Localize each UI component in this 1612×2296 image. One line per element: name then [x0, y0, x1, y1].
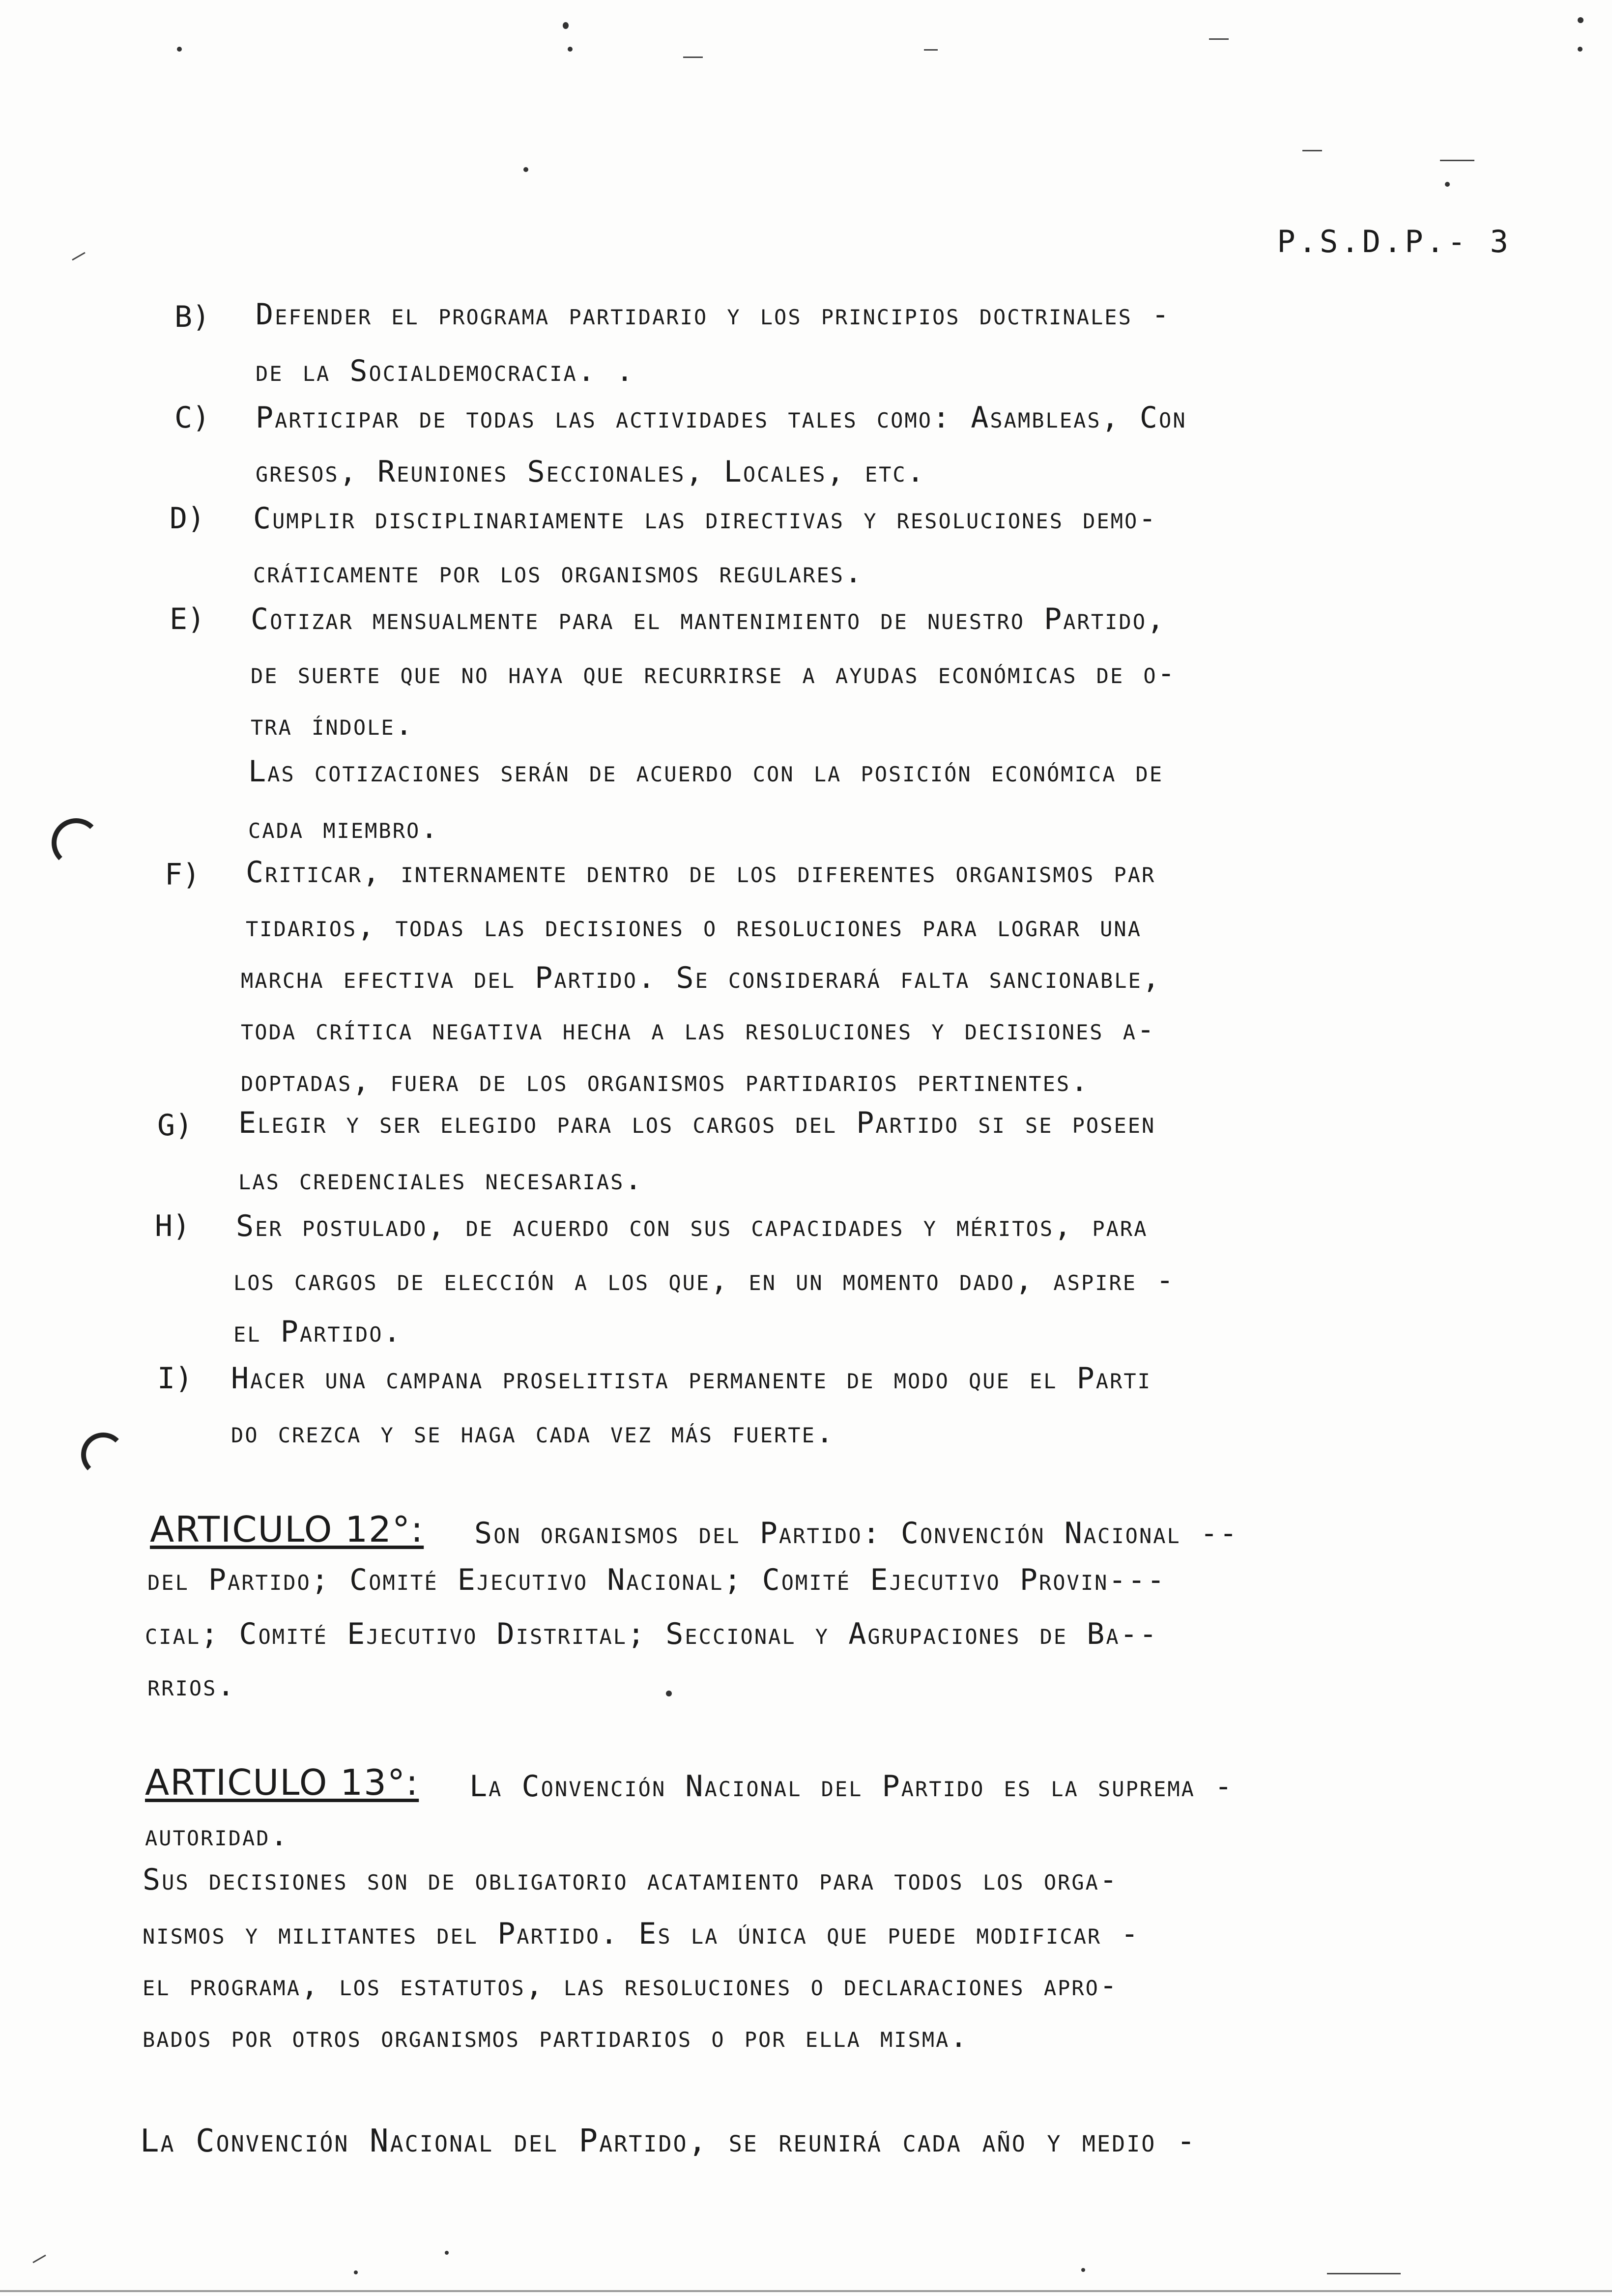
item-label-e: E) [170, 602, 205, 636]
item-d-line-1: Cumplir disciplinariamente las directivas y resoluciones demo- [253, 501, 1158, 536]
article-13-heading: ARTICULO 13°: [145, 1762, 419, 1803]
item-e-line-5: cada miembro. [248, 811, 440, 845]
scan-speck [563, 22, 569, 29]
item-e-line-3: tra índole. [251, 708, 414, 742]
scan-speck [666, 1691, 672, 1696]
scan-mark [1440, 160, 1474, 161]
scan-speck [1578, 47, 1583, 52]
item-label-g: G) [157, 1108, 193, 1143]
article-12-line-4: rrios. [147, 1668, 236, 1703]
item-label-h: H) [155, 1209, 191, 1243]
article-13-line-5: el programa, los estatutos, las resoluciones o declaraciones apro- [143, 1968, 1119, 2003]
item-f-line-2: tidarios, todas las decisiones o resoluciones para lograr una [246, 909, 1142, 944]
scan-mark [1302, 150, 1322, 151]
scan-mark [924, 49, 938, 51]
scan-mark [1209, 38, 1229, 40]
scan-speck [354, 2270, 358, 2274]
item-e-line-4: Las cotizaciones serán de acuerdo con la posición económica de [248, 754, 1164, 789]
article-13-line-4: nismos y militantes del Partido. Es la única que puede modificar - [143, 1917, 1140, 1951]
page-reference: P.S.D.P.- 3 [1277, 224, 1511, 259]
item-e-line-1: Cotizar mensualmente para el mantenimiento de nuestro Partido, [251, 602, 1166, 636]
scan-mark [683, 57, 703, 58]
item-f-line-1: Criticar, internamente dentro de los diferentes organismos par [246, 855, 1156, 890]
article-13-line-1: La Convención Nacional del Partido es la suprema - [469, 1769, 1234, 1804]
scan-speck [1578, 17, 1583, 23]
binder-hole [81, 1433, 125, 1477]
item-i-line-2: do crezca y se haga cada vez más fuerte. [231, 1415, 835, 1450]
item-f-line-4: toda crítica negativa hecha a las resoluciones y decisiones a- [241, 1012, 1156, 1047]
item-b-line-2: de la Socialdemocracia. . [256, 354, 635, 388]
article-12-heading: ARTICULO 12°: [150, 1509, 424, 1550]
item-f-line-5: doptadas, fuera de los organismos partidarios pertinentes. [241, 1064, 1090, 1098]
scan-speck [1081, 2268, 1085, 2272]
article-12-line-3: cial; Comité Ejecutivo Distrital; Seccional y Agrupaciones de Ba-- [145, 1617, 1158, 1651]
item-g-line-2: las credenciales necesarias. [238, 1162, 644, 1197]
item-label-i: I) [157, 1361, 193, 1396]
scan-speck [568, 47, 573, 52]
article-13-line-2: autoridad. [145, 1818, 289, 1853]
item-label-f: F) [165, 858, 201, 892]
scan-mark [32, 2255, 46, 2264]
scan-edge [0, 2290, 1612, 2292]
item-b-line-1: Defender el programa partidario y los principios doctrinales - [256, 297, 1171, 332]
item-h-line-2: los cargos de elección a los que, en un momento dado, aspire - [233, 1263, 1176, 1297]
item-h-line-1: Ser postulado, de acuerdo con sus capacidades y méritos, para [236, 1209, 1148, 1243]
item-h-line-3: el Partido. [233, 1315, 403, 1349]
item-e-line-2: de suerte que no haya que recurrirse a ayudas económicas de o- [251, 656, 1177, 690]
item-label-c: C) [174, 401, 210, 435]
scan-speck [177, 47, 182, 52]
item-g-line-1: Elegir y ser elegido para los cargos del Partido si se poseen [238, 1106, 1156, 1140]
scan-speck [445, 2251, 449, 2255]
item-d-line-2: cráticamente por los organismos regulares. [253, 555, 864, 590]
item-c-line-2: gresos, Reuniones Seccionales, Locales, etc. [256, 455, 926, 489]
article-12-line-1: Son organismos del Partido: Convención Nacional -- [474, 1516, 1239, 1550]
item-label-b: B) [174, 300, 210, 334]
scan-mark [72, 252, 85, 261]
scan-mark [1327, 2273, 1401, 2274]
item-c-line-1: Participar de todas las actividades tales como: Asambleas, Con [256, 401, 1187, 435]
article-13-line-3: Sus decisiones son de obligatorio acatamiento para todos los orga- [143, 1863, 1119, 1897]
binder-hole [52, 818, 101, 867]
item-i-line-1: Hacer una campana proselitista permanente de modo que el Parti [231, 1361, 1151, 1396]
article-13-line-6: bados por otros organismos partidarios o por ella misma. [143, 2020, 969, 2054]
item-f-line-3: marcha efectiva del Partido. Se considerará falta sancionable, [241, 961, 1161, 995]
closing-line: La Convención Nacional del Partido, se reunirá cada año y medio - [140, 2123, 1197, 2159]
scan-speck [523, 167, 528, 172]
article-12-line-2: del Partido; Comité Ejecutivo Nacional; Comité Ejecutivo Provin--- [147, 1563, 1166, 1597]
item-label-d: D) [170, 501, 205, 536]
scan-speck [1445, 182, 1450, 187]
